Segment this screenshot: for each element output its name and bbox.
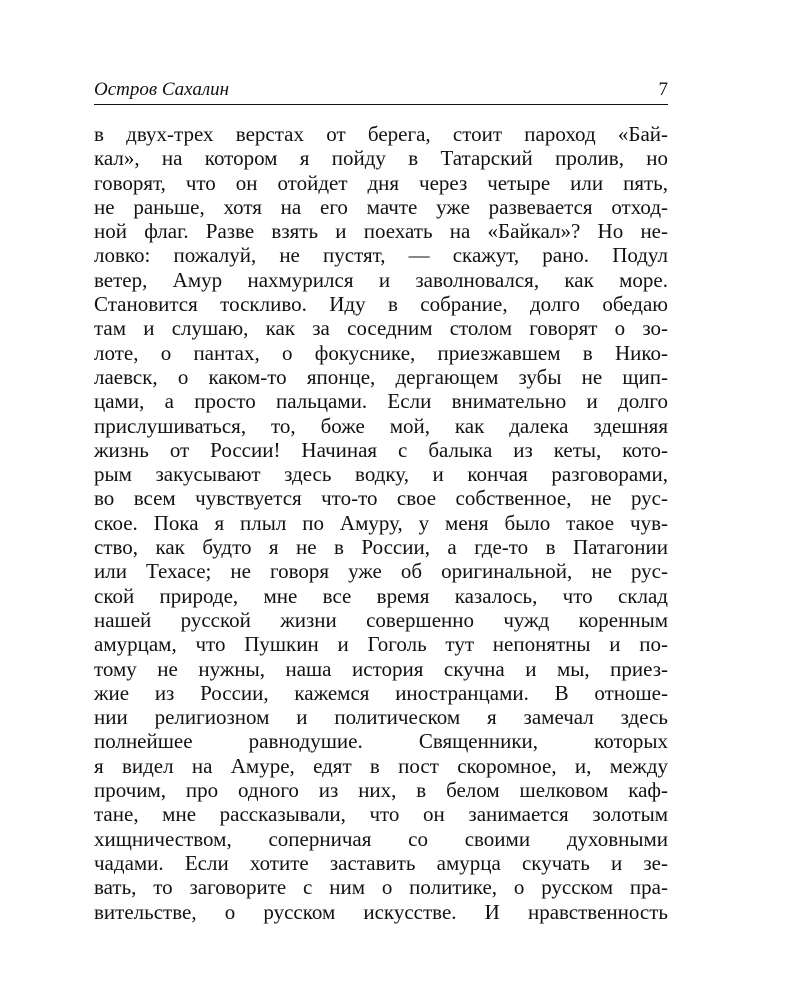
running-head	[94, 78, 668, 104]
body-text	[94, 122, 668, 924]
text-line: жие из России, кажемся иностранцами. В отноше-	[94, 680, 668, 705]
header-rule	[94, 104, 668, 105]
text-line: хищничеством, соперничая со своими духовными	[94, 826, 668, 851]
text-line: ловко: пожалуй, не пустят, — скажут, рано. Подул	[94, 243, 668, 268]
text-line: или Техасе; не говоря уже об оригинальной, не рус-	[94, 559, 668, 584]
text-line: лаевск, о каком-то японце, дергающем зубы не щип-	[94, 364, 668, 389]
text-line: нии религиозном и политическом я замечал здесь	[94, 705, 668, 730]
text-line: лоте, о пантах, о фокуснике, приезжавшем в Нико-	[94, 340, 668, 365]
text-line: во всем чувствуется что-то свое собственное, не рус-	[94, 486, 668, 511]
text-line: кал», на котором я пойду в Татарский пролив, но	[94, 146, 668, 171]
text-line: амурцам, что Пушкин и Гоголь тут непонятны и по-	[94, 632, 668, 657]
text-line: тому не нужны, наша история скучна и мы, приез-	[94, 656, 668, 681]
text-line: нашей русской жизни совершенно чужд коренным	[94, 607, 668, 632]
text-line: чадами. Если хотите заставить амурца скучать и зе-	[94, 850, 668, 875]
text-line: вительстве, о русском искусстве. И нравственность	[94, 899, 668, 924]
text-line: говорят, что он отойдет дня через четыре или пять,	[94, 170, 668, 195]
text-line: Становится тоскливо. Иду в собрание, долго обедаю	[94, 292, 668, 317]
page-number: 7	[658, 79, 668, 100]
text-line: рым закусывают здесь водку, и кончая разговорами,	[94, 462, 668, 487]
text-line: не раньше, хотя на его мачте уже развевается отход-	[94, 194, 668, 219]
text-line: ской природе, мне все время казалось, что склад	[94, 583, 668, 608]
running-title: Остров Сахалин	[94, 79, 230, 100]
text-line: в двух-трех верстах от берега, стоит пароход «Бай-	[94, 122, 668, 146]
text-line: полнейшее равнодушие. Священники, которых	[94, 729, 668, 754]
text-line: ство, как будто я не в России, а где-то в Патагонии	[94, 535, 668, 560]
text-line: вать, то заговорите с ним о политике, о русском пра-	[94, 875, 668, 900]
text-line: жизнь от России! Начиная с балыка из кеты, кото-	[94, 437, 668, 462]
text-line: ной флаг. Разве взять и поехать на «Байкал»? Но не-	[94, 219, 668, 244]
text-line: я видел на Амуре, едят в пост скоромное, и, между	[94, 753, 668, 778]
text-line: прочим, про одного из них, в белом шелковом каф-	[94, 778, 668, 803]
text-line: ское. Пока я плыл по Амуру, у меня было такое чув-	[94, 510, 668, 535]
text-line: там и слушаю, как за соседним столом говорят о зо-	[94, 316, 668, 341]
text-line: цами, а просто пальцами. Если внимательно и долго	[94, 389, 668, 414]
text-line: ветер, Амур нахмурился и заволновался, как море.	[94, 267, 668, 292]
text-line: прислушиваться, то, боже мой, как далека здешняя	[94, 413, 668, 438]
text-line: тане, мне рассказывали, что он занимается золотым	[94, 802, 668, 827]
